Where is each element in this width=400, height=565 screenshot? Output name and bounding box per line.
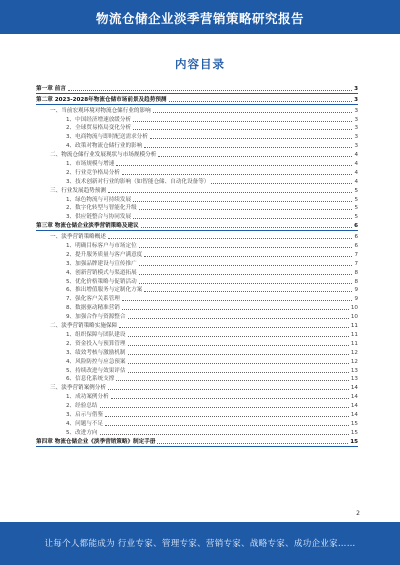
toc-entry-title: 1、市场规模与增速 [66,161,115,168]
toc-entry[interactable] [36,141,358,150]
toc-entry-page: 12 [350,349,358,356]
toc-leader-dots [122,300,353,301]
toc-entry-page: 3 [354,116,358,123]
toc-entry-title: 1、绿色物流与可持续发展 [66,196,132,203]
toc-entry[interactable] [36,428,358,437]
toc-entry-title: 4、政策对物流仓储行业的影响 [66,143,143,150]
toc-entry[interactable] [36,95,358,105]
toc-entry[interactable] [36,115,358,124]
toc-entry-title: 6、推出增值服务与定制化方案 [66,287,143,294]
toc-entry-title: 5、持续改进与效果评估 [66,367,126,374]
toc-leader-dots [122,174,353,175]
toc-entry-title: 3、供应链整合与协同发展 [66,214,132,221]
toc-leader-dots [100,407,349,408]
toc-leader-dots [128,345,349,346]
toc-entry-title: 2、行业竞争格局分析 [66,169,120,176]
toc-leader-dots [158,156,352,157]
toc-entry-page: 3 [354,125,358,132]
toc-leader-dots [153,112,353,113]
toc-entry-page: 4 [354,178,358,185]
toc-entry[interactable] [36,168,358,177]
toc-entry[interactable] [36,286,358,295]
toc-entry-page: 9 [354,296,358,303]
toc-entry-title: 3、绩效考核与激励机制 [66,349,126,356]
toc-entry-page: 4 [354,161,358,168]
toc-entry[interactable] [36,132,358,141]
toc-leader-dots [157,443,348,444]
toc-entry-title: 1、明确目标客户与市场定位 [66,243,137,250]
toc-entry-page: 3 [354,107,358,114]
toc-entry-title: 9、加强合作与资源整合 [66,314,126,321]
toc-leader-dots [122,309,349,310]
toc-entry-page: 14 [350,403,358,410]
toc-entry-page: 10 [350,305,358,312]
toc-leader-dots [116,380,349,381]
toc-entry-page: 9 [354,287,358,294]
toc-entry[interactable] [36,241,358,250]
toc-leader-dots [139,265,353,266]
toc-leader-dots [128,318,349,319]
toc-entry-page: 13 [350,367,358,374]
toc-leader-dots [68,90,352,91]
toc-entry-title: 第四章 物流仓储企业《淡季营销策略》制定手册 [36,438,156,445]
toc-leader-dots [144,291,352,292]
footer-slogan: 让每个人都能成为 行业专家、管理专家、营销专家、战略专家、成功企业家…… [44,539,356,549]
toc-leader-dots [139,247,353,248]
toc-entry-title: 1、中国经济增速放缓分析 [66,116,132,123]
toc-entry-page: 13 [350,376,358,383]
toc-entry-title: 1、成功案例分析 [66,394,109,401]
toc-entry-page: 10 [350,314,358,321]
toc-entry-title: 2、数字化转型与智能化升级 [66,205,137,212]
toc-entry-page: 5 [354,214,358,221]
toc-entry-title: 2、提升服务质量与客户满意度 [66,251,143,258]
toc-leader-dots [128,363,349,364]
toc-entry-page: 14 [350,394,358,401]
toc-entry-page: 11 [350,323,358,330]
toc-entry[interactable] [36,84,358,94]
toc-entry[interactable] [36,204,358,213]
toc-leader-dots [133,218,352,219]
report-title: 物流仓储企业淡季营销策略研究报告 [95,11,304,26]
toc-entry-page: 6 [354,223,358,230]
footer-bar [0,522,400,565]
toc-leader-dots [139,274,353,275]
toc-entry-title: 第三章 物流仓储企业淡季营销策略及建议 [36,223,139,230]
toc-leader-dots [139,209,353,210]
toc-leader-dots [144,147,352,148]
toc-leader-dots [128,372,349,373]
toc-entry[interactable] [36,348,358,357]
toc-entry-title: 2、资金投入与预算管理 [66,340,126,347]
toc-entry-title: 三、淡季营销案例分析 [50,385,106,392]
toc-entry-title: 3、加强品牌建设与宣传推广 [66,260,137,267]
toc-leader-dots [150,138,353,139]
toc-entry-page: 12 [350,358,358,365]
toc-entry[interactable] [36,277,358,286]
toc-entry-title: 二、物流仓储行业发展现状与市场规模分析 [50,152,157,159]
toc-leader-dots [105,416,349,417]
toc-entry-title: 一、当前宏观环境对物流仓储行业的影响 [50,107,151,114]
toc-entry[interactable] [36,312,358,321]
toc-leader-dots [128,354,349,355]
toc-entry[interactable] [36,186,358,195]
toc-entry-title: 4、问题与不足 [66,420,104,427]
toc-entry-page: 4 [354,169,358,176]
report-header-bar [0,0,400,34]
toc-leader-dots [100,434,349,435]
toc-entry-page: 7 [354,260,358,267]
toc-entry-title: 二、淡季营销策略实施保障 [50,323,118,330]
toc-entry-title: 2、经验总结 [66,403,98,410]
toc-leader-dots [133,129,352,130]
toc-entry[interactable] [36,383,358,392]
toc-heading: 内容目录 [175,57,225,71]
toc-entry[interactable] [36,232,358,241]
toc-leader-dots [128,336,349,337]
toc-entry[interactable] [36,321,358,330]
toc-leader-dots [116,165,352,166]
toc-entry-page: 14 [350,385,358,392]
toc-entry[interactable] [36,437,358,447]
toc-entry[interactable] [36,268,358,277]
toc-leader-dots [169,101,353,102]
toc-entry[interactable] [36,392,358,401]
toc-entry-page: 5 [354,196,358,203]
toc-entry[interactable] [36,259,358,268]
toc-entry-page: 6 [354,234,358,241]
toc-entry-page: 3 [354,143,358,150]
toc-entry[interactable] [36,294,358,303]
toc-leader-dots [144,256,352,257]
toc-entry-title: 三、行业发展趋势预测 [50,187,106,194]
toc-entry-title: 3、启示与借鉴 [66,411,104,418]
toc-leader-dots [108,238,352,239]
toc-entry-title: 5、优化价格策略与促销活动 [66,278,137,285]
toc-entry-page: 15 [350,429,358,436]
toc-entry-title: 4、风险防控与应急预案 [66,358,126,365]
toc-entry-title: 1、组织保障与团队建设 [66,331,126,338]
toc-entry[interactable] [36,221,358,231]
toc-entry-title: 3、技术创新对行业的影响（如智能仓储、自动化设备等） [66,178,210,185]
toc-entry-title: 2、全球贸易格局变化分析 [66,125,132,132]
toc-entry-page: 6 [354,243,358,250]
table-of-contents [36,84,358,448]
toc-leader-dots [133,121,352,122]
toc-entry-title: 7、强化客户关系管理 [66,296,120,303]
toc-entry-page: 11 [350,340,358,347]
toc-entry-page: 5 [354,187,358,194]
toc-entry-title: 8、数据驱动精准营销 [66,305,120,312]
toc-entry-page: 3 [354,85,358,92]
toc-entry-title: 6、信息化系统支撑 [66,376,115,383]
toc-entry[interactable] [36,330,358,339]
toc-entry-page: 8 [354,269,358,276]
toc-entry-title: 第二章 2023-2028年物流仓储市场前景及趋势预测 [36,96,167,103]
toc-entry-title: 4、创新营销模式与渠道拓展 [66,269,137,276]
toc-leader-dots [108,389,349,390]
toc-entry-page: 15 [350,420,358,427]
toc-entry[interactable] [36,366,358,375]
toc-entry[interactable] [36,177,358,186]
toc-entry[interactable] [36,357,358,366]
toc-leader-dots [211,183,352,184]
toc-leader-dots [111,398,349,399]
toc-entry[interactable] [36,124,358,133]
toc-entry-page: 3 [354,96,358,103]
toc-entry-title: 一、淡季营销策略概述 [50,234,106,241]
toc-entry[interactable] [36,212,358,221]
toc-entry-page: 4 [354,152,358,159]
toc-leader-dots [139,283,353,284]
toc-entry-page: 14 [350,411,358,418]
toc-entry-page: 7 [354,251,358,258]
toc-entry[interactable] [36,419,358,428]
toc-entry-page: 11 [350,331,358,338]
toc-entry[interactable] [36,150,358,159]
toc-entry[interactable] [36,410,358,419]
toc-leader-dots [105,425,349,426]
toc-entry[interactable] [36,195,358,204]
toc-leader-dots [108,192,352,193]
toc-entry[interactable] [36,375,358,384]
toc-entry-page: 8 [354,278,358,285]
toc-entry[interactable] [36,401,358,410]
page-number: 2 [356,510,360,517]
toc-leader-dots [133,201,352,202]
toc-entry-page: 3 [354,134,358,141]
toc-entry-page: 15 [350,438,358,445]
toc-entry[interactable] [36,303,358,312]
toc-entry-title: 5、改进方向 [66,429,98,436]
toc-leader-dots [141,227,352,228]
toc-leader-dots [119,327,349,328]
toc-entry[interactable] [36,339,358,348]
toc-entry[interactable] [36,106,358,115]
toc-entry[interactable] [36,250,358,259]
toc-entry-page: 5 [354,205,358,212]
toc-entry-title: 第一章 前言 [36,85,66,92]
toc-entry-title: 3、电商物流与即时配送需求分析 [66,134,148,141]
toc-entry[interactable] [36,159,358,168]
